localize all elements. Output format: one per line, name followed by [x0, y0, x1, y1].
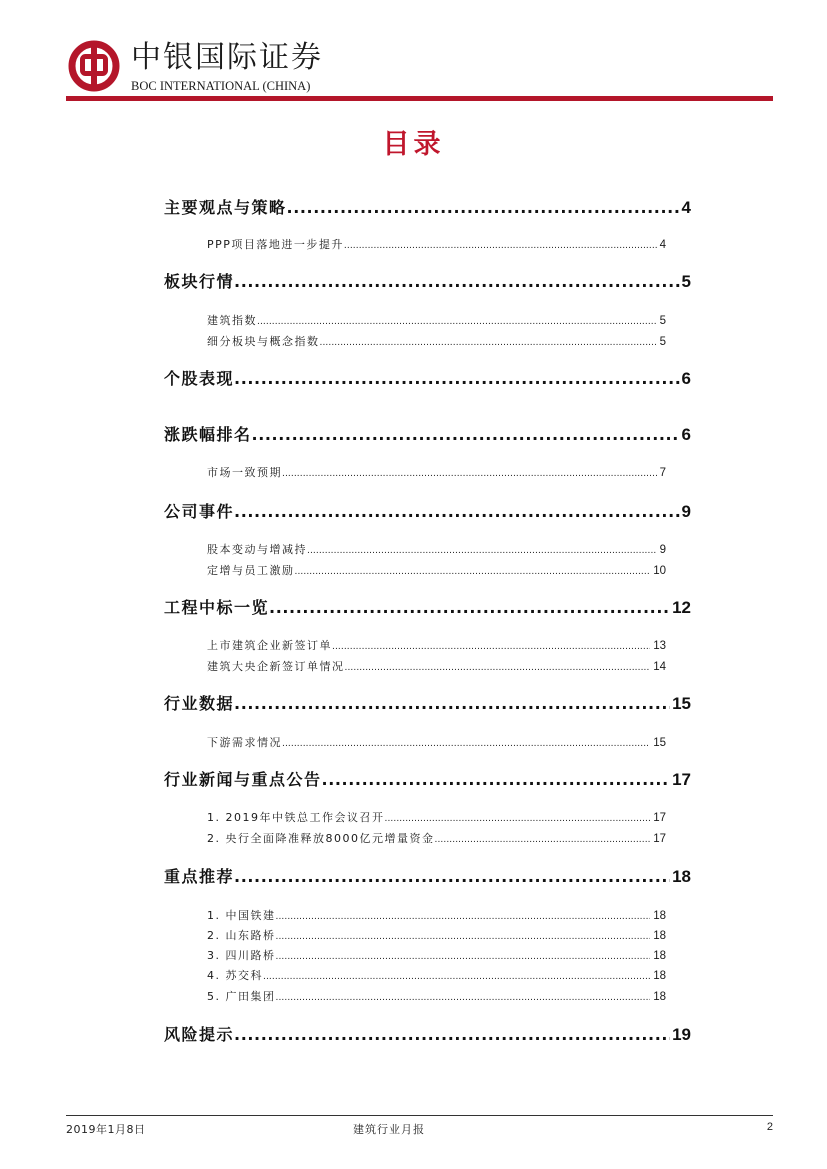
toc-leader — [257, 314, 657, 330]
toc-leader — [295, 564, 651, 580]
toc-leader — [287, 197, 680, 219]
toc-entry-news-1[interactable] — [207, 810, 666, 827]
footer-divider — [66, 1115, 773, 1116]
toc-entry-page: 18 — [653, 970, 666, 982]
brand-name-cn: 中银国际证券 — [131, 40, 323, 75]
toc-entry-page: 6 — [681, 369, 691, 388]
toc-entry-listed-new-orders[interactable] — [207, 638, 666, 655]
toc-entry-soe-new-orders[interactable] — [207, 659, 666, 676]
toc-entry-page: 19 — [672, 1025, 691, 1044]
toc-entry-label: 建筑指数 — [207, 314, 257, 327]
toc-entry-page: 15 — [672, 694, 691, 713]
toc-entry-risk-warning[interactable] — [164, 1024, 691, 1046]
toc-leader — [234, 866, 670, 888]
toc-entry-label: 行业数据 — [164, 694, 235, 713]
toc-leader — [234, 501, 680, 523]
toc-entry-page: 5 — [659, 336, 666, 348]
toc-entry-placements-incentives[interactable] — [207, 563, 666, 580]
toc-leader — [282, 736, 650, 752]
toc-leader — [276, 949, 651, 965]
toc-leader — [282, 466, 657, 482]
toc-leader — [385, 811, 651, 827]
toc-entry-label: 定增与员工激励 — [207, 564, 295, 577]
toc-entry-ppp[interactable] — [207, 237, 666, 254]
toc-entry-page: 17 — [672, 770, 691, 789]
toc-entry-page: 9 — [659, 544, 666, 556]
footer-report-title: 建筑行业月报 — [353, 1123, 425, 1136]
toc-leader — [307, 543, 657, 559]
toc-entry-sub-sector-index[interactable] — [207, 334, 666, 351]
toc-leader — [234, 271, 680, 293]
toc-entry-price-change-ranking[interactable] — [164, 424, 691, 446]
toc-leader — [435, 832, 651, 848]
toc-entry-label: 2. 央行全面降准释放8000亿元增量资金 — [207, 832, 435, 845]
toc-entry-page: 18 — [653, 991, 666, 1003]
toc-entry-label: PPP项目落地进一步提升 — [207, 238, 344, 251]
page-number: 2 — [766, 1121, 773, 1133]
toc-entry-label: 风险提示 — [164, 1025, 235, 1044]
toc-entry-label: 涨跌幅排名 — [164, 425, 252, 444]
toc-entry-page: 17 — [653, 812, 666, 824]
toc-entry-stock-performance[interactable] — [164, 368, 691, 390]
toc-entry-downstream-demand[interactable] — [207, 735, 666, 752]
toc-leader — [320, 335, 657, 351]
toc-entry-page: 12 — [672, 598, 691, 617]
toc-leader — [276, 929, 651, 945]
toc-entry-label: 工程中标一览 — [164, 598, 270, 617]
toc-leader — [234, 1024, 670, 1046]
toc-entry-label: 2. 山东路桥 — [207, 929, 276, 942]
toc-entry-label: 公司事件 — [164, 502, 235, 521]
toc-entry-label: 4. 苏交科 — [207, 969, 263, 982]
toc-entry-label: 行业新闻与重点公告 — [164, 770, 322, 789]
toc-entry-label: 个股表现 — [164, 369, 235, 388]
toc-entry-page: 17 — [653, 833, 666, 845]
toc-entry-sector-market[interactable] — [164, 271, 691, 293]
toc-entry-rec-1[interactable] — [207, 908, 666, 925]
toc-entry-label: 重点推荐 — [164, 867, 235, 886]
toc-leader — [269, 597, 670, 619]
toc-leader — [276, 909, 651, 925]
toc-leader — [252, 424, 680, 446]
toc-leader — [345, 660, 651, 676]
toc-entry-page: 15 — [653, 737, 666, 749]
boc-logo-icon — [68, 40, 120, 92]
toc-leader — [263, 969, 650, 985]
page-title: 目录 — [382, 129, 445, 160]
toc-entry-page: 18 — [672, 867, 691, 886]
toc-entry-consensus[interactable] — [207, 465, 666, 482]
toc-entry-page: 18 — [653, 910, 666, 922]
toc-leader — [344, 238, 657, 254]
toc-entry-label: 1. 2019年中铁总工作会议召开 — [207, 811, 385, 824]
toc-entry-main-views[interactable] — [164, 197, 691, 219]
toc-entry-page: 6 — [681, 425, 691, 444]
toc-entry-label: 上市建筑企业新签订单 — [207, 639, 332, 652]
toc-entry-label: 建筑大央企新签订单情况 — [207, 660, 345, 673]
toc-leader — [322, 769, 671, 791]
toc-entry-page: 9 — [681, 502, 691, 521]
toc-entry-page: 10 — [653, 565, 666, 577]
toc-entry-construction-index[interactable] — [207, 313, 666, 330]
toc-leader — [276, 990, 651, 1006]
toc-leader — [332, 639, 650, 655]
toc-entry-page: 18 — [653, 950, 666, 962]
toc-entry-label: 下游需求情况 — [207, 736, 282, 749]
header-divider — [66, 96, 773, 101]
toc-entry-page: 13 — [653, 640, 666, 652]
toc-entry-label: 股本变动与增减持 — [207, 543, 307, 556]
toc-entry-page: 4 — [659, 239, 666, 251]
toc-entry-label: 市场一致预期 — [207, 466, 282, 479]
toc-entry-label: 5. 广田集团 — [207, 990, 276, 1003]
toc-leader — [234, 693, 670, 715]
toc-entry-industry-data[interactable] — [164, 693, 691, 715]
toc-entry-rec-3[interactable] — [207, 948, 666, 965]
toc-entry-share-changes[interactable] — [207, 542, 666, 559]
toc-leader — [234, 368, 680, 390]
footer-date: 2019年1月8日 — [66, 1123, 146, 1136]
toc-entry-news-2[interactable] — [207, 831, 666, 848]
toc-entry-page: 7 — [659, 467, 666, 479]
toc-entry-recommendations[interactable] — [164, 866, 691, 888]
toc-entry-company-events[interactable] — [164, 501, 691, 523]
toc-entry-label: 3. 四川路桥 — [207, 949, 276, 962]
toc-entry-project-awards[interactable] — [164, 597, 691, 619]
toc-entry-page: 18 — [653, 930, 666, 942]
toc-entry-page: 14 — [653, 661, 666, 673]
toc-entry-industry-news[interactable] — [164, 769, 691, 791]
toc-entry-rec-5[interactable] — [207, 989, 666, 1006]
toc-entry-rec-4[interactable] — [207, 968, 666, 985]
toc-entry-rec-2[interactable] — [207, 928, 666, 945]
toc-entry-label: 细分板块与概念指数 — [207, 335, 320, 348]
toc-entry-page: 4 — [681, 198, 691, 217]
toc-entry-label: 板块行情 — [164, 272, 235, 291]
toc-entry-page: 5 — [659, 315, 666, 327]
toc-entry-label: 1. 中国铁建 — [207, 909, 276, 922]
toc-entry-page: 5 — [681, 272, 691, 291]
toc-entry-label: 主要观点与策略 — [164, 198, 287, 217]
brand-name-en: BOC INTERNATIONAL (CHINA) — [131, 79, 311, 93]
